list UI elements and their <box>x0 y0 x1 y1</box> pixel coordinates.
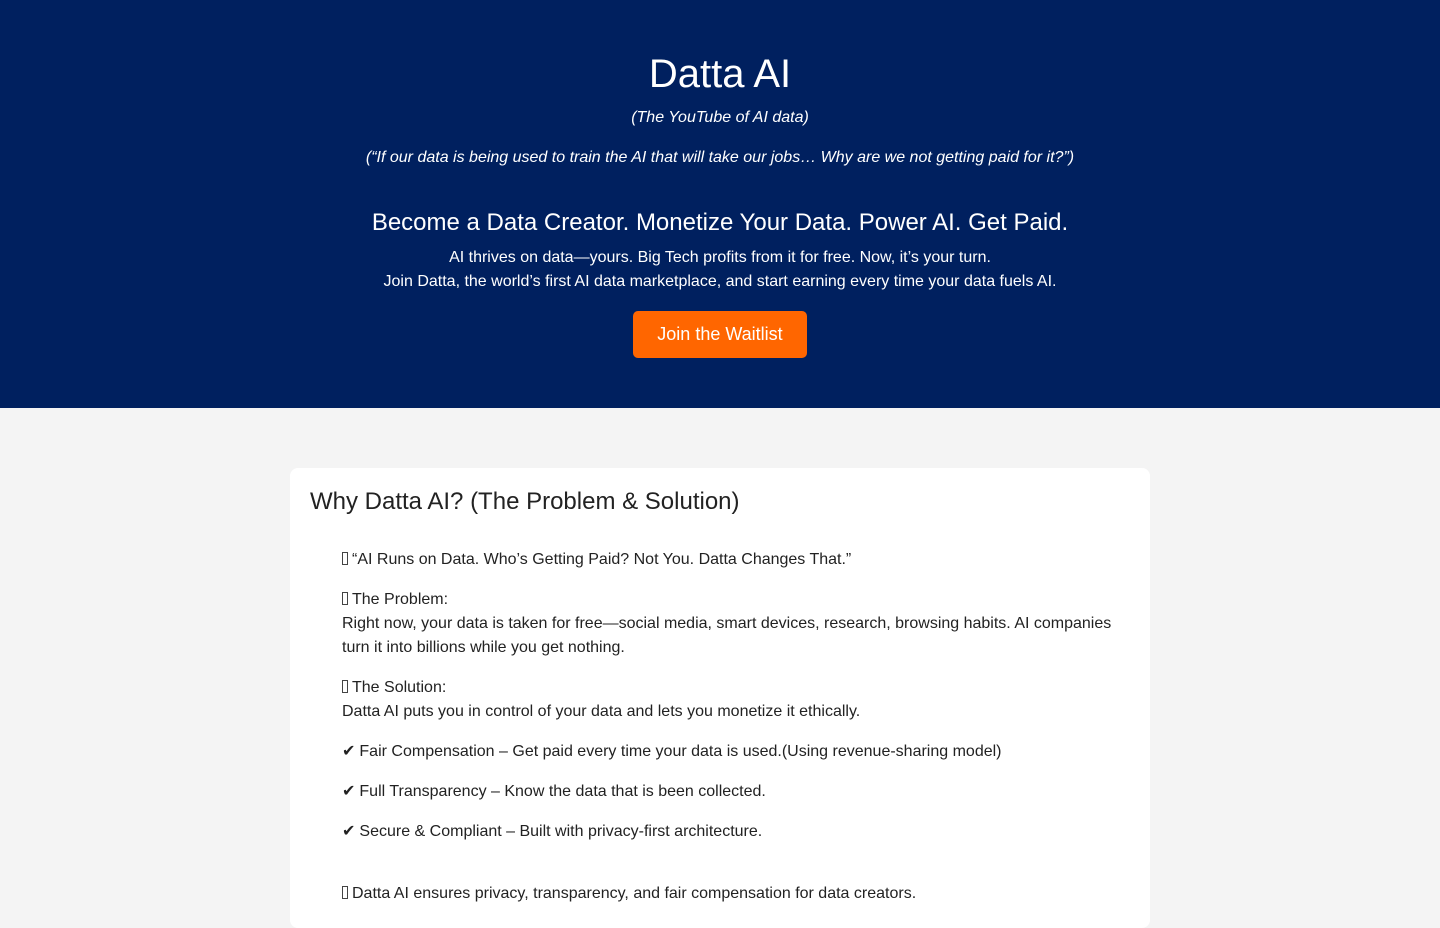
benefit-text: Fair Compensation – Get paid every time your data is used.(Using revenue-sharing model) <box>359 743 1002 760</box>
solution-text: Datta AI puts you in control of your data and lets you monetize it ethically. <box>342 703 861 720</box>
checkmark-icon: ✔ <box>342 823 356 840</box>
hero-description-line-2: Join Datta, the world’s first AI data marketplace, and start earning every time your data fuels AI. <box>383 273 1057 290</box>
emoji-placeholder-icon <box>342 886 348 899</box>
list-item-benefit-fair-compensation <box>342 740 1132 764</box>
list-item-problem <box>342 588 1132 660</box>
hero-description <box>0 246 1440 294</box>
solution-heading: The Solution: <box>352 679 447 696</box>
emoji-placeholder-icon <box>342 592 348 605</box>
problem-solution-card <box>290 468 1150 928</box>
emoji-placeholder-icon <box>342 680 348 693</box>
site-subtitle: (The YouTube of AI data) <box>631 109 809 126</box>
checkmark-icon: ✔ <box>342 743 356 760</box>
emoji-placeholder-icon <box>342 552 348 565</box>
join-waitlist-button[interactable]: Join the Waitlist <box>633 311 807 358</box>
hero-headline: Become a Data Creator. Monetize Your Data. Power AI. Get Paid. <box>371 209 1069 236</box>
site-title: Datta AI <box>648 52 792 96</box>
list-item-solution <box>342 676 1132 724</box>
hero-quote: (“If our data is being used to train the AI that will take our jobs… Why are we not getting paid for it?”) <box>365 149 1075 166</box>
tagline-text: “AI Runs on Data. Who’s Getting Paid? Not You. Datta Changes That.” <box>352 551 852 568</box>
hero-description-line-1: AI thrives on data—yours. Big Tech profits from it for free. Now, it’s your turn. <box>449 249 991 266</box>
list-item-tagline <box>342 548 1132 572</box>
card-title: Why Datta AI? (The Problem & Solution) <box>310 488 740 515</box>
problem-solution-list <box>342 548 1132 922</box>
benefit-text: Full Transparency – Know the data that is been collected. <box>359 783 766 800</box>
problem-text: Right now, your data is taken for free—social media, smart devices, research, browsing habits. AI companies turn it into billions while you get nothing. <box>342 615 1112 656</box>
benefit-text: Secure & Compliant – Built with privacy-first architecture. <box>359 823 763 840</box>
list-item-benefit-full-transparency <box>342 780 1132 804</box>
problem-heading: The Problem: <box>352 591 449 608</box>
closing-text: Datta AI ensures privacy, transparency, and fair compensation for data creators. <box>352 885 917 902</box>
list-item-closing <box>342 882 1132 906</box>
hero-section <box>0 0 1440 408</box>
checkmark-icon: ✔ <box>342 783 356 800</box>
list-item-benefit-secure-compliant <box>342 820 1132 844</box>
